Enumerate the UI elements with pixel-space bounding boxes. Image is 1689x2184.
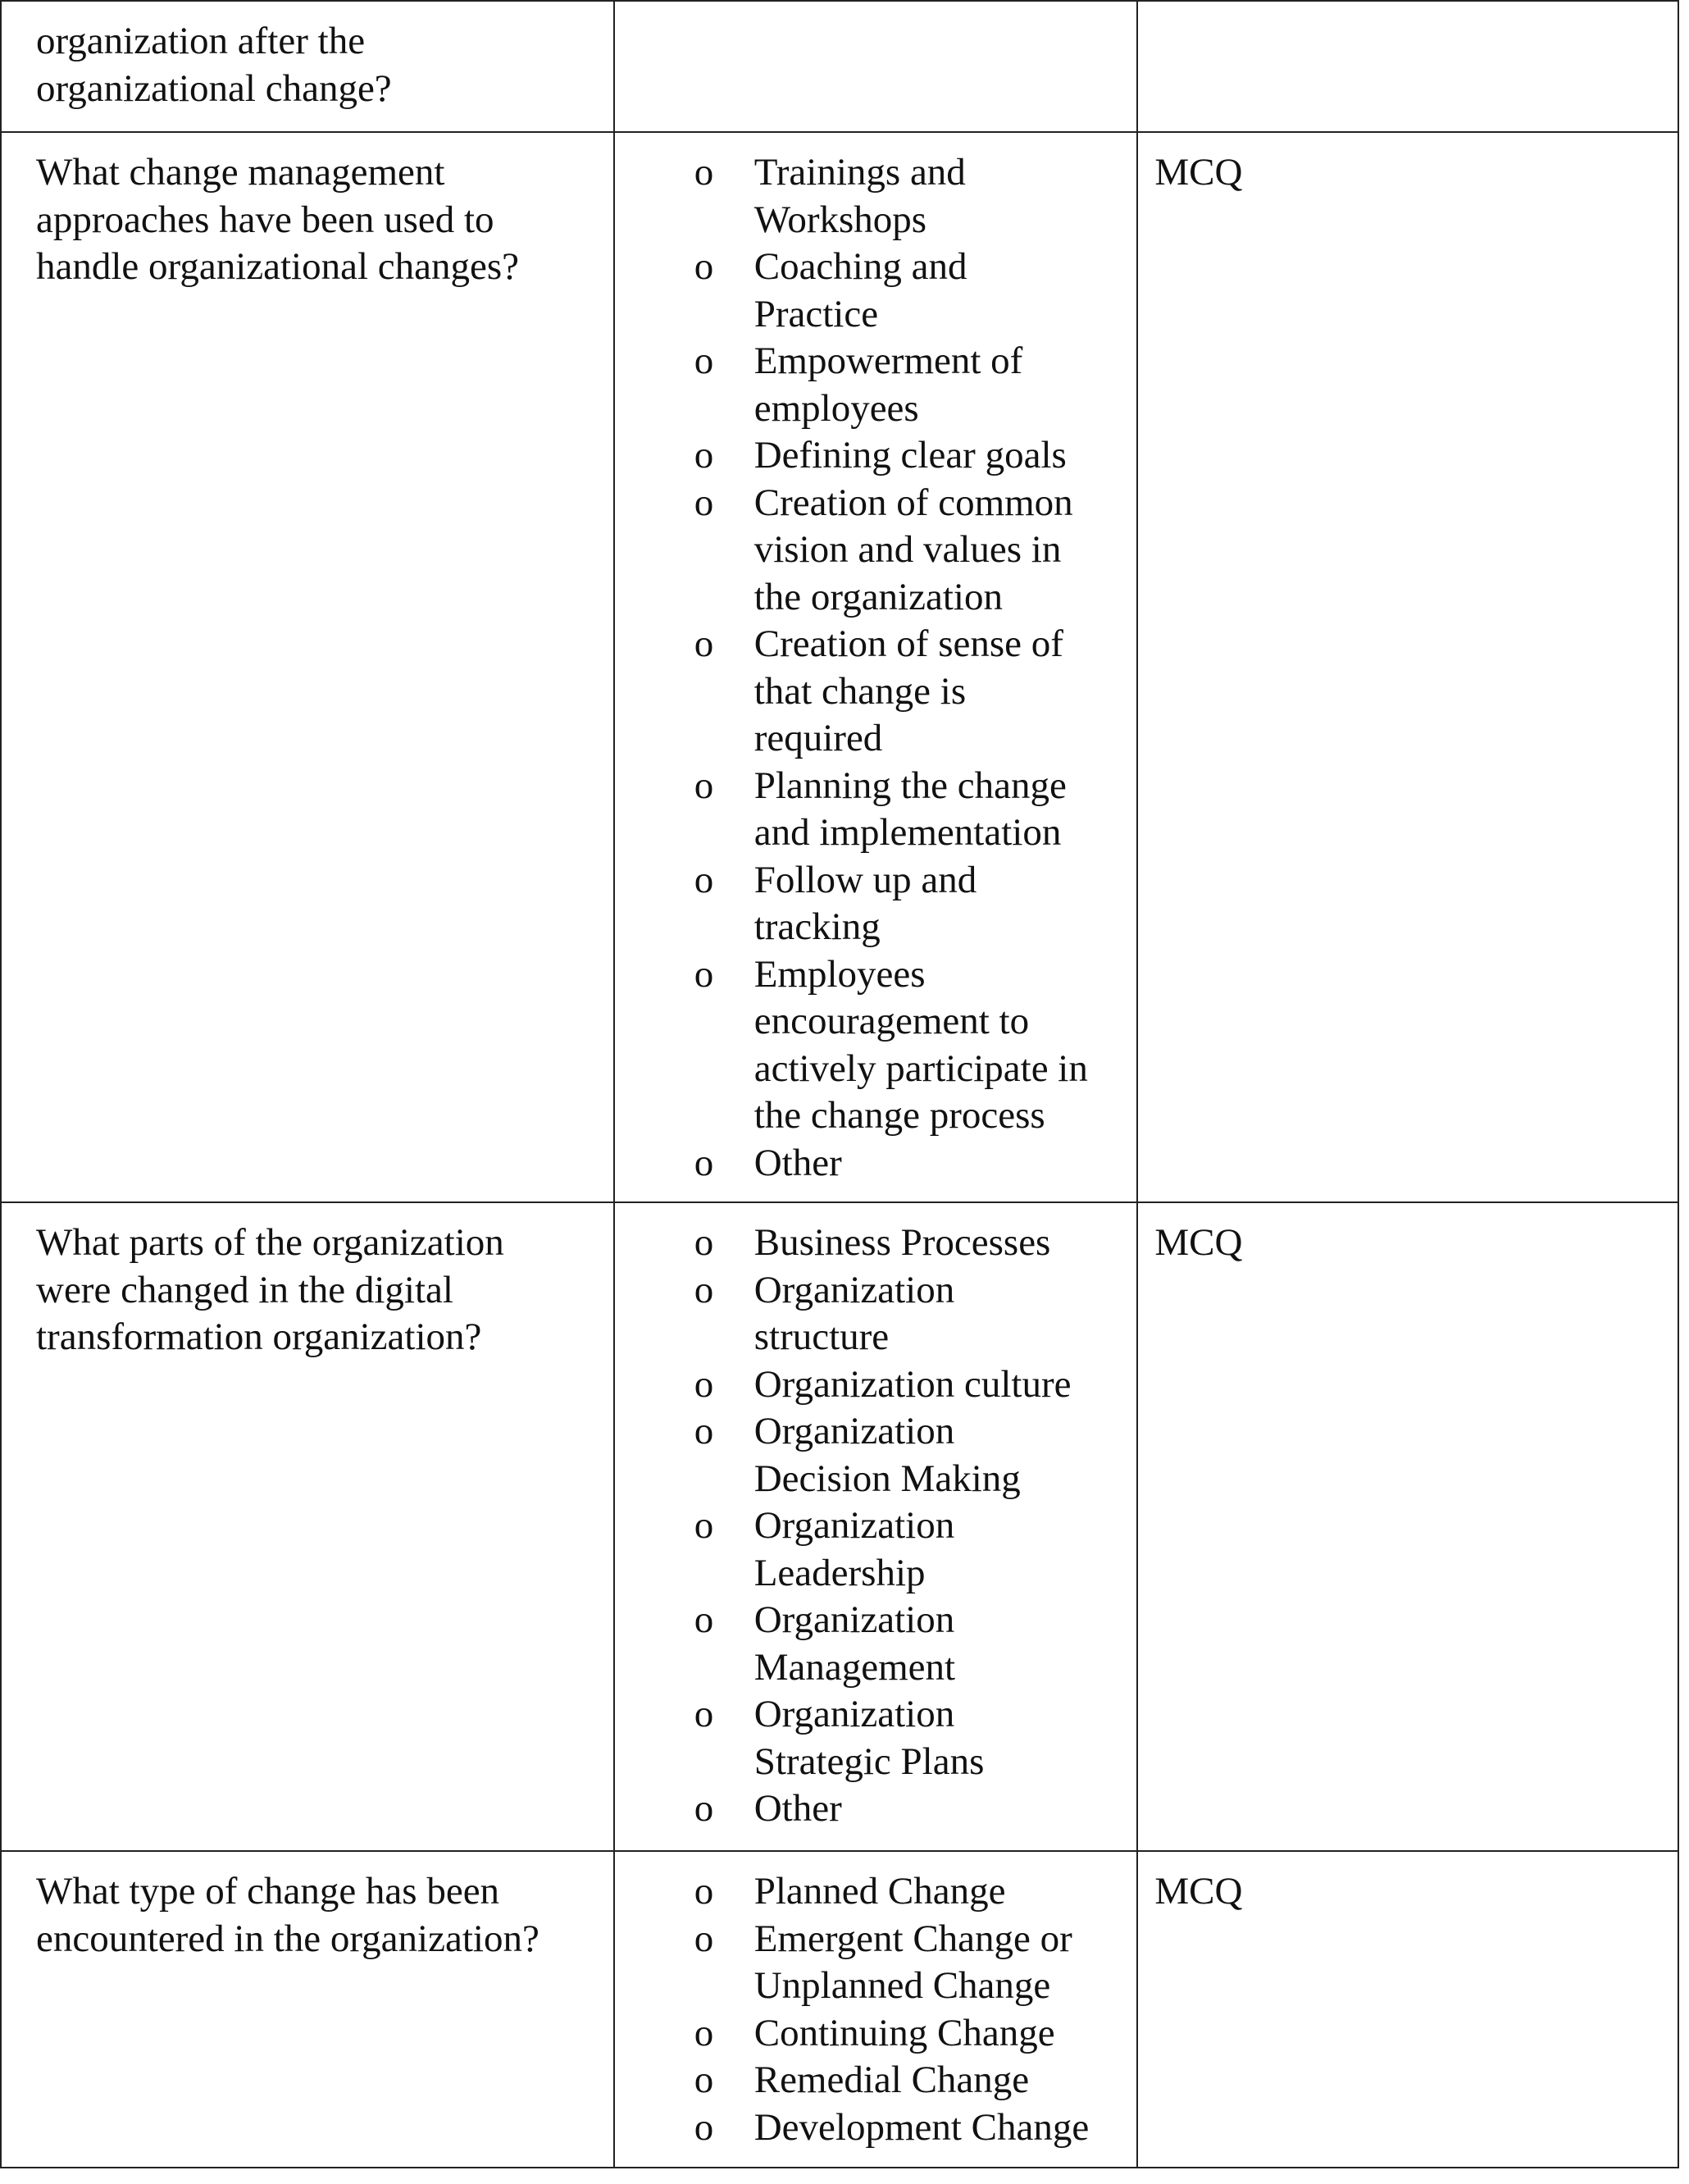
option-item (615, 149, 1121, 244)
hollow-bullet-icon: o (694, 2105, 714, 2149)
option-item (615, 1502, 1121, 1597)
hollow-bullet-icon: o (694, 1221, 714, 1264)
hollow-bullet-icon: o (694, 1268, 714, 1311)
option-item (615, 1691, 1121, 1785)
option-label: Creation of sense of that change is required (753, 622, 1063, 759)
options-cell (614, 1851, 1138, 2168)
option-label: Follow up and tracking (753, 858, 977, 948)
option-label: Employees encouragement to actively participate in the change process (753, 952, 1088, 1137)
option-item (615, 338, 1121, 432)
question-cell (1, 132, 614, 1202)
hollow-bullet-icon: o (694, 1598, 714, 1641)
hollow-bullet-icon: o (694, 1787, 714, 1830)
option-item (615, 432, 1121, 480)
option-label: Planning the change and implementation (753, 764, 1067, 854)
option-label: Remedial Change (753, 2059, 1030, 2101)
hollow-bullet-icon: o (694, 2059, 714, 2101)
hollow-bullet-icon: o (694, 1917, 714, 1960)
question-cell (1, 1202, 614, 1851)
hollow-bullet-icon: o (694, 1410, 714, 1452)
option-item (615, 1361, 1121, 1409)
table-row (1, 1, 1678, 132)
option-item (615, 480, 1121, 622)
option-item (615, 621, 1121, 763)
hollow-bullet-icon: o (694, 434, 714, 476)
option-label: Organization structure (753, 1268, 955, 1358)
option-label: Organization Decision Making (753, 1410, 1021, 1500)
option-label: Creation of common vision and values in the organization (753, 481, 1073, 618)
hollow-bullet-icon: o (694, 151, 714, 194)
option-label: Development Change (753, 2105, 1090, 2149)
option-item (615, 1785, 1121, 1833)
hollow-bullet-icon: o (694, 764, 714, 807)
question-text: What change management approaches have been used to handle organizational changes? (36, 151, 519, 288)
options-list (615, 2, 1137, 33)
question-type: MCQ (1154, 1221, 1243, 1264)
hollow-bullet-icon: o (694, 2011, 714, 2054)
options-list (615, 133, 1137, 1201)
option-label: Organization Management (753, 1598, 956, 1689)
question-text: organization after the organizational change? (36, 20, 392, 110)
hollow-bullet-icon: o (694, 245, 714, 288)
question-type: MCQ (1154, 1870, 1243, 1913)
option-label: Other (753, 1787, 842, 1830)
option-item (615, 1140, 1121, 1188)
option-item (615, 2104, 1121, 2152)
options-cell (614, 1, 1138, 132)
option-label: Planned Change (753, 1870, 1006, 1913)
table-row (1, 1851, 1678, 2168)
option-label: Organization culture (753, 1362, 1072, 1406)
option-label: Business Processes (753, 1221, 1051, 1264)
question-type (1138, 2, 1678, 34)
option-label: Defining clear goals (753, 434, 1067, 476)
question-text: What parts of the organization were changed in the digital transformation organization? (36, 1221, 504, 1358)
option-item (615, 857, 1121, 951)
hollow-bullet-icon: o (694, 1870, 714, 1913)
type-cell (1137, 1851, 1678, 2168)
option-label: Coaching and Practice (753, 245, 967, 335)
options-cell (614, 1202, 1138, 1851)
table-row (1, 1202, 1678, 1851)
option-item (615, 1597, 1121, 1691)
option-label: Organization Strategic Plans (753, 1693, 985, 1783)
question-cell (1, 1, 614, 132)
hollow-bullet-icon: o (694, 340, 714, 382)
option-item (615, 2010, 1121, 2058)
options-list (615, 1203, 1137, 1848)
option-label: Empowerment of employees (753, 340, 1023, 430)
hollow-bullet-icon: o (694, 1504, 714, 1547)
hollow-bullet-icon: o (694, 622, 714, 665)
type-cell (1137, 132, 1678, 1202)
question-cell (1, 1851, 614, 2168)
type-cell (1137, 1202, 1678, 1851)
hollow-bullet-icon: o (694, 481, 714, 524)
table-row (1, 132, 1678, 1202)
option-item (615, 2057, 1121, 2104)
options-cell (614, 132, 1138, 1202)
option-label: Organization Leadership (753, 1504, 955, 1594)
question-type: MCQ (1154, 151, 1243, 194)
option-label: Trainings and Workshops (753, 151, 966, 241)
hollow-bullet-icon: o (694, 952, 714, 996)
option-label: Other (753, 1141, 842, 1184)
option-item (615, 763, 1121, 857)
question-text: What type of change has been encountered in the organization? (36, 1870, 539, 1960)
option-item (615, 244, 1121, 338)
hollow-bullet-icon: o (694, 1362, 714, 1406)
options-list (615, 1852, 1137, 2166)
option-item (615, 1868, 1121, 1916)
option-item (615, 1408, 1121, 1502)
option-label: Emergent Change or Unplanned Change (753, 1917, 1072, 2007)
option-item (615, 1916, 1121, 2010)
option-item (615, 1267, 1121, 1361)
hollow-bullet-icon: o (694, 1693, 714, 1735)
table-body (1, 1, 1678, 2168)
option-item (615, 1220, 1121, 1267)
option-item (615, 951, 1121, 1140)
hollow-bullet-icon: o (694, 1141, 714, 1184)
hollow-bullet-icon: o (694, 858, 714, 901)
option-label: Continuing Change (753, 2011, 1055, 2054)
type-cell (1137, 1, 1678, 132)
